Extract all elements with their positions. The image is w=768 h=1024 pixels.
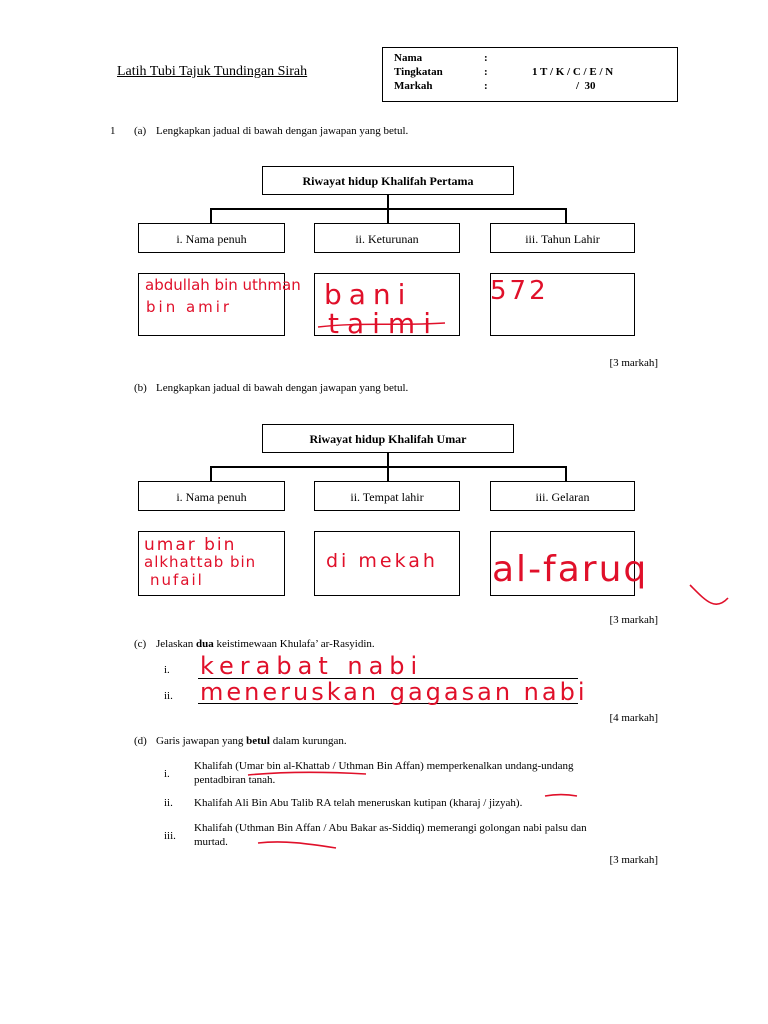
worksheet-title: Latih Tubi Tajuk Tundingan Sirah <box>117 64 308 79</box>
tree-b-drop-2 <box>387 466 389 482</box>
handwritten-b-nama-3: nufail <box>150 571 204 589</box>
nama-colon: : <box>484 52 488 64</box>
handwritten-a-nama-1: abdullah bin uthman <box>145 276 301 294</box>
tree-a-child-3-label: iii. Tahun Lahir <box>525 232 600 246</box>
underline-jizyah <box>545 795 577 797</box>
tree-a-stem <box>387 195 389 209</box>
question-number: 1 <box>110 125 116 137</box>
gelaran-tail <box>690 585 728 604</box>
part-b-label: (b) <box>134 382 147 394</box>
handwritten-c-answer-2: meneruskan gagasan nabi <box>200 678 588 706</box>
marks-b: [3 markah] <box>609 614 658 626</box>
part-b-instruction: Lengkapkan jadual di bawah dengan jawapan yang betul. <box>156 382 409 394</box>
handwritten-a-nama-2: bin amir <box>146 298 233 316</box>
tree-b-child-2-label: ii. Tempat lahir <box>350 490 424 504</box>
tree-b-stem <box>387 453 389 467</box>
tingkatan-value: 1 T / K / C / E / N <box>532 66 614 78</box>
part-d-item-3-text-1: Khalifah (Uthman Bin Affan / Abu Bakar as-Siddiq) memerangi golongan nabi palsu dan <box>194 822 587 834</box>
part-d-label: (d) <box>134 735 147 747</box>
part-d-instruction-bold: betul <box>246 735 270 747</box>
tree-b-drop-1 <box>210 466 212 482</box>
part-d-item-2-text: Khalifah Ali Bin Abu Talib RA telah meneruskan kutipan (kharaj / jizyah). <box>194 797 523 809</box>
handwritten-a-tahun: 572 <box>490 276 549 306</box>
marks-c: [4 markah] <box>609 712 658 724</box>
tree-a-child-1-label: i. Nama penuh <box>176 232 247 246</box>
part-d-item-3-roman: iii. <box>164 830 176 842</box>
tree-b-drop-3 <box>565 466 567 482</box>
handwritten-c-answer-1: kerabat nabi <box>200 652 424 680</box>
handwritten-a-keturunan-2: taimi <box>328 307 439 340</box>
part-d-item-1-text-2: pentadbiran tanah. <box>194 774 276 786</box>
part-d-instruction-post: dalam kurungan. <box>272 735 347 747</box>
tree-a-child-2-label: ii. Keturunan <box>355 232 419 246</box>
part-c-instruction-post: keistimewaan Khulafa’ ar-Rasyidin. <box>216 638 375 650</box>
marks-a: [3 markah] <box>609 357 658 369</box>
part-c-instruction-bold: dua <box>196 638 214 650</box>
markah-value: / 30 <box>576 80 596 92</box>
markah-colon: : <box>484 80 488 92</box>
part-d-instruction-pre: Garis jawapan yang <box>156 735 244 747</box>
part-c-item-1-roman: i. <box>164 664 170 676</box>
tree-a-drop-3 <box>565 208 567 224</box>
tingkatan-label: Tingkatan <box>394 66 443 78</box>
handwritten-b-gelaran: al-faruq <box>492 549 649 590</box>
part-c-label: (c) <box>134 638 147 650</box>
handwritten-b-nama-2: alkhattab bin <box>144 553 257 571</box>
tree-b-child-3-label: iii. Gelaran <box>535 490 590 504</box>
underline-abu-bakar <box>258 842 336 848</box>
part-a-instruction: Lengkapkan jadual di bawah dengan jawapan yang betul. <box>156 125 409 137</box>
handwritten-b-nama-1: umar bin <box>144 535 237 555</box>
tree-a-drop-2 <box>387 208 389 224</box>
part-d-item-3-text-2: murtad. <box>194 836 228 848</box>
part-c-instruction <box>156 638 375 650</box>
part-d-item-1-roman: i. <box>164 768 170 780</box>
part-d-instruction <box>156 735 347 747</box>
handwritten-a-keturunan-1: bani <box>324 278 413 311</box>
part-c-item-2-roman: ii. <box>164 690 173 702</box>
part-d-item-1-text-1: Khalifah (Umar bin al-Khattab / Uthman Bin Affan) memperkenalkan undang-undang <box>194 760 574 772</box>
handwritten-b-tempat: di mekah <box>326 550 438 572</box>
part-c-instruction-pre: Jelaskan <box>156 638 194 650</box>
nama-label: Nama <box>394 52 423 64</box>
marks-d: [3 markah] <box>609 854 658 866</box>
markah-label: Markah <box>394 80 433 92</box>
tree-a-drop-1 <box>210 208 212 224</box>
tree-b-child-1-label: i. Nama penuh <box>176 490 247 504</box>
tingkatan-colon: : <box>484 66 488 78</box>
part-d-item-2-roman: ii. <box>164 797 173 809</box>
tree-b-root-label: Riwayat hidup Khalifah Umar <box>309 432 467 446</box>
tree-a-root-label: Riwayat hidup Khalifah Pertama <box>302 174 474 188</box>
part-a-label: (a) <box>134 125 147 137</box>
